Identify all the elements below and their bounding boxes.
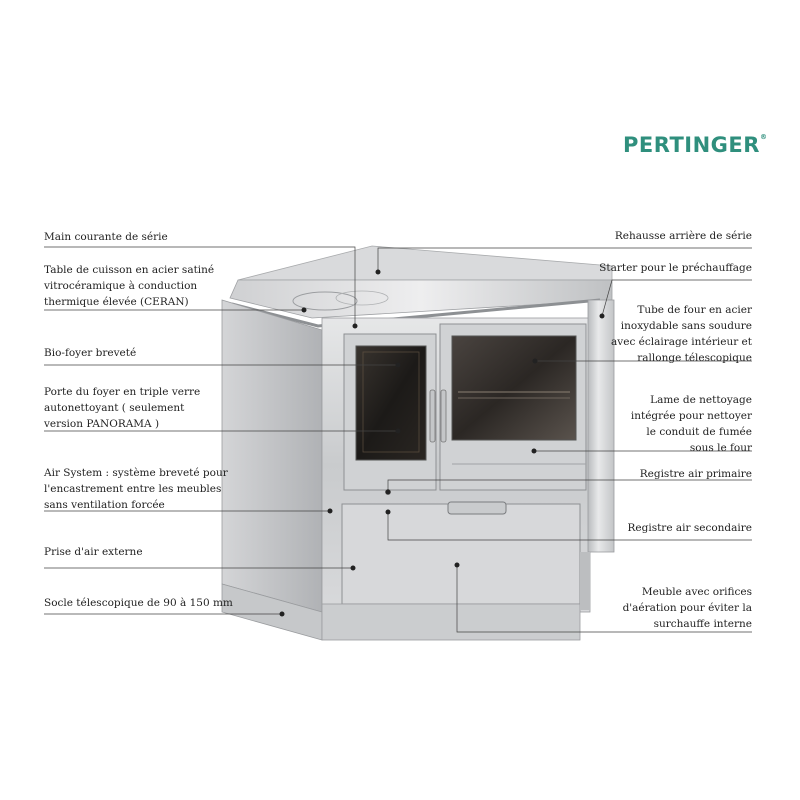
label-lame: Lame de nettoyage intégrée pour nettoyer le conduit de fumée sous le four [630, 394, 752, 454]
leader-dot [396, 363, 401, 368]
side-panel [222, 300, 322, 612]
firebox-glass [356, 346, 426, 460]
label-air-system: Air System : système breveté pour l'encastrement entre les meubles sans ventilation forcée [44, 467, 228, 511]
oven-glass [452, 336, 576, 440]
leader-dot [600, 314, 605, 319]
leader-dot [302, 308, 307, 313]
label-tube-four: Tube de four en acier inoxydable sans soudure avec éclairage intérieur et rallonge télescopique [611, 304, 752, 364]
label-rehausse: Rehausse arrière de série [614, 230, 752, 242]
leader-dot [533, 359, 538, 364]
leader-dot [328, 509, 333, 514]
leader-dot [353, 324, 358, 329]
leader-dot [396, 429, 401, 434]
brand-name: PERTINGER [623, 133, 760, 157]
label-porte-foyer: Porte du foyer en triple verre autonettoyant ( seulement version PANORAMA ) [44, 386, 201, 430]
leader-dot [376, 270, 381, 275]
drawer [342, 504, 580, 604]
label-main-courante: Main courante de série [44, 231, 168, 243]
leader-dot [280, 612, 285, 617]
label-registre-primaire: Registre air primaire [639, 468, 752, 480]
rear-raiser [238, 246, 612, 280]
label-socle: Socle télescopique de 90 à 150 mm [44, 597, 233, 609]
label-table-cuisson: Table de cuisson en acier satiné vitrocéramique à conduction thermique élevée (CERAN) [44, 264, 215, 308]
label-starter: Starter pour le préchauffage [599, 262, 752, 274]
brand-mark: ® [759, 133, 768, 141]
plinth [580, 552, 590, 610]
drawer-handle [448, 502, 506, 514]
cooktop [230, 280, 612, 318]
leader-dot [532, 449, 537, 454]
plinth [322, 604, 580, 640]
door-handle [441, 390, 446, 442]
door-handle [430, 390, 435, 442]
label-prise-air: Prise d'air externe [44, 546, 143, 558]
leader-dot [386, 490, 391, 495]
label-registre-secondaire: Registre air secondaire [627, 522, 752, 534]
leader-dot [351, 566, 356, 571]
leader-dot [386, 510, 391, 515]
label-bio-foyer: Bio-foyer breveté [44, 347, 137, 359]
label-meuble: Meuble avec orifices d'aération pour éviter la surchauffe interne [622, 586, 752, 630]
leader-dot [455, 563, 460, 568]
